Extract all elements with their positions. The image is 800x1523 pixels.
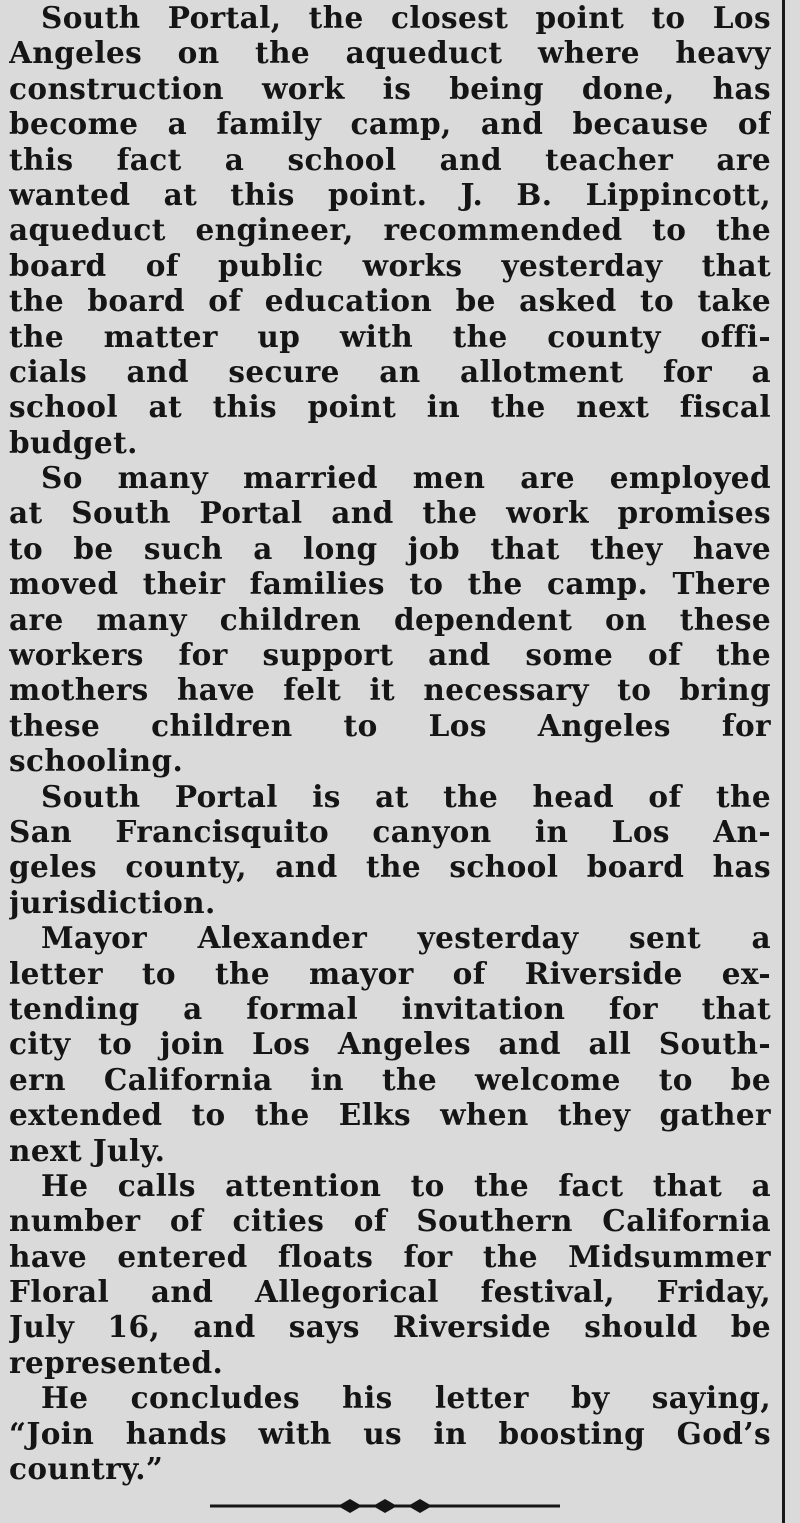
- text-line: schooling.: [9, 743, 184, 779]
- text-line: school at this point in the next fiscal: [9, 389, 771, 425]
- text-line: city to join Los Angeles and all South-: [9, 1026, 771, 1062]
- column-rule: [782, 0, 785, 1523]
- text-line: budget.: [9, 424, 138, 460]
- text-line: are many children dependent on these: [9, 601, 771, 637]
- text-line: construction work is being done, has: [9, 70, 771, 106]
- paragraph: [9, 920, 771, 1168]
- paragraph: [9, 1380, 771, 1486]
- text-line: the matter up with the county offi-: [9, 318, 771, 354]
- text-line: number of cities of Southern California: [9, 1203, 771, 1239]
- paragraph: [9, 779, 771, 921]
- paragraph: [9, 460, 771, 779]
- text-line: these children to Los Angeles for: [9, 707, 771, 743]
- text-line: Floral and Allegorical festival, Friday,: [9, 1274, 771, 1310]
- text-line: to be such a long job that they have: [9, 530, 771, 566]
- text-line: represented.: [9, 1344, 224, 1380]
- text-line: this fact a school and teacher are: [9, 141, 771, 177]
- text-line: Angeles on the aqueduct where heavy: [9, 35, 771, 71]
- text-line: Mayor Alexander yesterday sent a: [41, 920, 771, 956]
- paragraph: [9, 0, 771, 460]
- text-line: July 16, and says Riverside should be: [9, 1309, 771, 1345]
- text-line: So many married men are employed: [41, 460, 771, 496]
- text-line: at South Portal and the work promises: [9, 495, 771, 531]
- text-line: workers for support and some of the: [9, 637, 771, 673]
- text-line: next July.: [9, 1132, 166, 1168]
- text-line: cials and secure an allotment for a: [9, 353, 771, 389]
- paragraph: [9, 1168, 771, 1380]
- text-line: tending a formal invitation for that: [9, 990, 771, 1026]
- text-line: “Join hands with us in boosting God’s: [9, 1415, 771, 1451]
- text-line: have entered floats for the Midsummer: [9, 1238, 771, 1274]
- text-line: South Portal, the closest point to Los: [41, 0, 771, 35]
- text-line: letter to the mayor of Riverside ex-: [9, 955, 771, 991]
- article-column: [9, 0, 771, 1486]
- text-line: moved their families to the camp. There: [9, 566, 771, 602]
- text-line: become a family camp, and because of: [9, 106, 771, 142]
- text-line: country.”: [9, 1451, 164, 1487]
- text-line: aqueduct engineer, recommended to the: [9, 212, 771, 248]
- text-line: jurisdiction.: [9, 884, 216, 920]
- text-line: ern California in the welcome to be: [9, 1061, 771, 1097]
- text-line: the board of education be asked to take: [9, 283, 771, 319]
- text-line: San Francisquito canyon in Los An-: [9, 813, 771, 849]
- text-line: He calls attention to the fact that a: [41, 1167, 771, 1203]
- text-line: He concludes his letter by saying,: [41, 1380, 771, 1416]
- text-line: board of public works yesterday that: [9, 247, 771, 283]
- text-line: extended to the Elks when they gather: [9, 1097, 771, 1133]
- text-line: mothers have felt it necessary to bring: [9, 672, 771, 708]
- text-line: geles county, and the school board has: [9, 849, 771, 885]
- text-line: wanted at this point. J. B. Lippincott,: [9, 176, 771, 212]
- dash-diamond-ornament-icon: [210, 1494, 560, 1518]
- text-line: South Portal is at the head of the: [41, 778, 771, 814]
